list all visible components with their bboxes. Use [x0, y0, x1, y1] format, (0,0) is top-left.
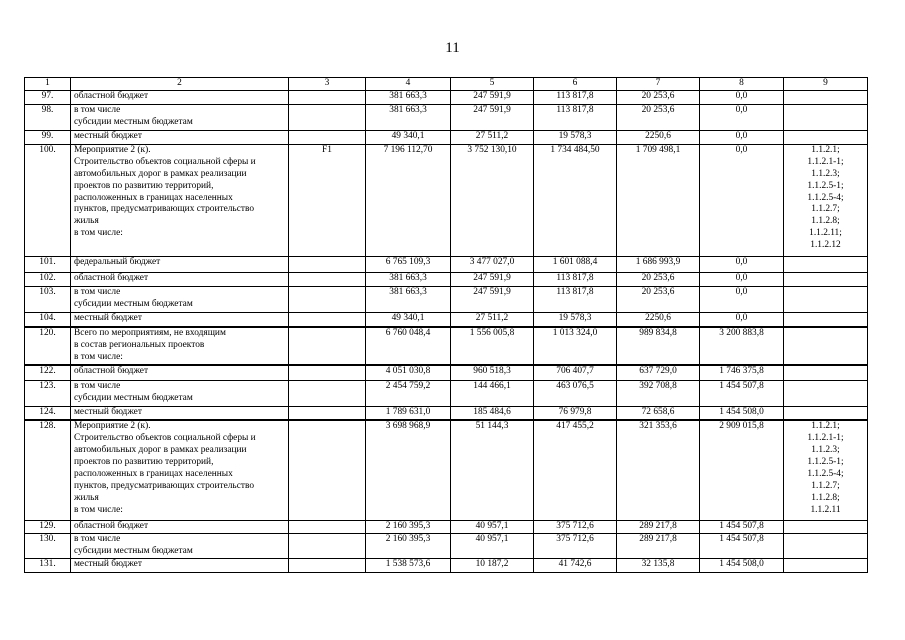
value-col8-cell: 0,0: [700, 256, 784, 272]
row-number-cell: 120.: [25, 327, 71, 365]
value-col6-cell: 113 817,8: [534, 272, 617, 286]
value-col5-cell: 960 518,3: [451, 365, 534, 380]
row-code-cell: [289, 533, 366, 558]
table-row: [25, 272, 868, 286]
value-col4-cell: 6 760 048,4: [366, 327, 451, 365]
value-col7-cell: 32 135,8: [617, 558, 700, 572]
value-col5-cell: 144 466,1: [451, 380, 534, 406]
header-cell: 5: [451, 78, 534, 91]
value-col6-cell: 1 601 088,4: [534, 256, 617, 272]
value-col8-cell: 3 200 883,8: [700, 327, 784, 365]
row-name-cell: областной бюджет: [71, 272, 289, 286]
references-cell: [784, 365, 868, 380]
row-code-cell: [289, 365, 366, 380]
table-row: [25, 144, 868, 256]
row-name-cell: федеральный бюджет: [71, 256, 289, 272]
row-code-cell: [289, 380, 366, 406]
header-cell: 1: [25, 78, 71, 91]
value-col4-cell: 381 663,3: [366, 272, 451, 286]
budget-table: [24, 77, 868, 573]
table-row: [25, 286, 868, 312]
value-col6-cell: 113 817,8: [534, 286, 617, 312]
table-row: [25, 380, 868, 406]
value-col4-cell: 7 196 112,70: [366, 144, 451, 256]
row-code-cell: [289, 406, 366, 420]
value-col4-cell: 6 765 109,3: [366, 256, 451, 272]
value-col7-cell: 289 217,8: [617, 533, 700, 558]
value-col7-cell: 2250,6: [617, 130, 700, 144]
value-col8-cell: 0,0: [700, 312, 784, 327]
row-number-cell: 99.: [25, 130, 71, 144]
value-col5-cell: 27 511,2: [451, 130, 534, 144]
references-cell: [784, 130, 868, 144]
value-col8-cell: 1 454 507,8: [700, 533, 784, 558]
row-code-cell: [289, 558, 366, 572]
value-col4-cell: 381 663,3: [366, 90, 451, 104]
value-col7-cell: 20 253,6: [617, 286, 700, 312]
value-col5-cell: 10 187,2: [451, 558, 534, 572]
value-col5-cell: 3 477 027,0: [451, 256, 534, 272]
references-cell: [784, 520, 868, 533]
row-name-cell: местный бюджет: [71, 312, 289, 327]
references-cell: [784, 286, 868, 312]
value-col6-cell: 375 712,6: [534, 533, 617, 558]
table-row: [25, 406, 868, 420]
row-code-cell: [289, 520, 366, 533]
value-col4-cell: 1 538 573,6: [366, 558, 451, 572]
table-row: [25, 533, 868, 558]
value-col8-cell: 0,0: [700, 144, 784, 256]
row-name-cell: в том числе субсидии местным бюджетам: [71, 533, 289, 558]
row-name-cell: областной бюджет: [71, 365, 289, 380]
value-col8-cell: 1 454 508,0: [700, 406, 784, 420]
value-col5-cell: 27 511,2: [451, 312, 534, 327]
references-cell: [784, 272, 868, 286]
row-number-cell: 104.: [25, 312, 71, 327]
row-number-cell: 129.: [25, 520, 71, 533]
value-col7-cell: 20 253,6: [617, 272, 700, 286]
table-row: [25, 256, 868, 272]
references-cell: [784, 380, 868, 406]
value-col7-cell: 989 834,8: [617, 327, 700, 365]
references-cell: [784, 558, 868, 572]
value-col4-cell: 2 160 395,3: [366, 533, 451, 558]
value-col4-cell: 2 160 395,3: [366, 520, 451, 533]
value-col5-cell: 247 591,9: [451, 104, 534, 130]
table-row: [25, 312, 868, 327]
value-col6-cell: 1 013 324,0: [534, 327, 617, 365]
header-cell: 9: [784, 78, 868, 91]
references-cell: [784, 256, 868, 272]
value-col7-cell: 637 729,0: [617, 365, 700, 380]
row-name-cell: в том числе субсидии местным бюджетам: [71, 104, 289, 130]
value-col8-cell: 2 909 015,8: [700, 420, 784, 520]
value-col4-cell: 49 340,1: [366, 312, 451, 327]
value-col8-cell: 1 454 507,8: [700, 380, 784, 406]
row-name-cell: местный бюджет: [71, 558, 289, 572]
value-col4-cell: 4 051 030,8: [366, 365, 451, 380]
value-col6-cell: 417 455,2: [534, 420, 617, 520]
value-col7-cell: 20 253,6: [617, 90, 700, 104]
row-code-cell: [289, 256, 366, 272]
header-cell: 4: [366, 78, 451, 91]
row-name-cell: местный бюджет: [71, 130, 289, 144]
value-col5-cell: 1 556 005,8: [451, 327, 534, 365]
value-col8-cell: 0,0: [700, 286, 784, 312]
row-number-cell: 124.: [25, 406, 71, 420]
value-col7-cell: 20 253,6: [617, 104, 700, 130]
row-code-cell: [289, 312, 366, 327]
row-code-cell: [289, 272, 366, 286]
value-col6-cell: 113 817,8: [534, 104, 617, 130]
value-col5-cell: 3 752 130,10: [451, 144, 534, 256]
value-col5-cell: 247 591,9: [451, 90, 534, 104]
table-row: [25, 327, 868, 365]
value-col7-cell: 1 686 993,9: [617, 256, 700, 272]
row-name-cell: областной бюджет: [71, 90, 289, 104]
value-col5-cell: 247 591,9: [451, 286, 534, 312]
row-number-cell: 130.: [25, 533, 71, 558]
value-col8-cell: 1 454 507,8: [700, 520, 784, 533]
row-number-cell: 98.: [25, 104, 71, 130]
table-row: [25, 558, 868, 572]
value-col7-cell: 2250,6: [617, 312, 700, 327]
value-col6-cell: 463 076,5: [534, 380, 617, 406]
value-col4-cell: 3 698 968,9: [366, 420, 451, 520]
references-cell: [784, 90, 868, 104]
table-row: [25, 90, 868, 104]
references-cell: [784, 406, 868, 420]
value-col7-cell: 72 658,6: [617, 406, 700, 420]
page-number: 11: [445, 40, 460, 56]
table-row: [25, 520, 868, 533]
row-number-cell: 102.: [25, 272, 71, 286]
row-code-cell: [289, 130, 366, 144]
header-cell: 6: [534, 78, 617, 91]
value-col6-cell: 1 734 484,50: [534, 144, 617, 256]
header-cell: 7: [617, 78, 700, 91]
row-code-cell: F1: [289, 144, 366, 256]
row-number-cell: 101.: [25, 256, 71, 272]
row-code-cell: [289, 327, 366, 365]
value-col4-cell: 2 454 759,2: [366, 380, 451, 406]
value-col8-cell: 1 746 375,8: [700, 365, 784, 380]
references-cell: 1.1.2.1; 1.1.2.1-1; 1.1.2.3; 1.1.2.5-1; 1.1.2.5-4; 1.1.2.7; 1.1.2.8; 1.1.2.11: [784, 420, 868, 520]
value-col8-cell: 1 454 508,0: [700, 558, 784, 572]
value-col5-cell: 51 144,3: [451, 420, 534, 520]
header-cell: 8: [700, 78, 784, 91]
value-col5-cell: 185 484,6: [451, 406, 534, 420]
value-col7-cell: 392 708,8: [617, 380, 700, 406]
row-number-cell: 123.: [25, 380, 71, 406]
references-cell: [784, 327, 868, 365]
value-col4-cell: 49 340,1: [366, 130, 451, 144]
row-name-cell: Мероприятие 2 (к). Строительство объектов социальной сферы и автомобильных дорог в рамках реализации проектов по развитию территорий, расположенных в границах населенных пунктов, предусматривающих строительство жилья в том числе:: [71, 420, 289, 520]
value-col7-cell: 321 353,6: [617, 420, 700, 520]
value-col8-cell: 0,0: [700, 104, 784, 130]
row-number-cell: 128.: [25, 420, 71, 520]
value-col6-cell: 19 578,3: [534, 312, 617, 327]
value-col6-cell: 375 712,6: [534, 520, 617, 533]
row-name-cell: в том числе субсидии местным бюджетам: [71, 380, 289, 406]
references-cell: [784, 104, 868, 130]
value-col6-cell: 706 407,7: [534, 365, 617, 380]
value-col8-cell: 0,0: [700, 90, 784, 104]
value-col7-cell: 289 217,8: [617, 520, 700, 533]
table-row: [25, 104, 868, 130]
value-col5-cell: 40 957,1: [451, 520, 534, 533]
table-row: [25, 420, 868, 520]
table-row: [25, 365, 868, 380]
references-cell: 1.1.2.1; 1.1.2.1-1; 1.1.2.3; 1.1.2.5-1; 1.1.2.5-4; 1.1.2.7; 1.1.2.8; 1.1.2.11; 1.1.2.12: [784, 144, 868, 256]
value-col5-cell: 247 591,9: [451, 272, 534, 286]
row-name-cell: областной бюджет: [71, 520, 289, 533]
row-code-cell: [289, 90, 366, 104]
value-col4-cell: 1 789 631,0: [366, 406, 451, 420]
header-row: [25, 78, 868, 91]
value-col8-cell: 0,0: [700, 130, 784, 144]
value-col4-cell: 381 663,3: [366, 104, 451, 130]
references-cell: [784, 312, 868, 327]
references-cell: [784, 533, 868, 558]
row-code-cell: [289, 420, 366, 520]
row-code-cell: [289, 286, 366, 312]
row-number-cell: 97.: [25, 90, 71, 104]
header-cell: 3: [289, 78, 366, 91]
row-name-cell: местный бюджет: [71, 406, 289, 420]
value-col6-cell: 76 979,8: [534, 406, 617, 420]
value-col7-cell: 1 709 498,1: [617, 144, 700, 256]
value-col6-cell: 41 742,6: [534, 558, 617, 572]
table-row: [25, 130, 868, 144]
header-cell: 2: [71, 78, 289, 91]
row-name-cell: Мероприятие 2 (к). Строительство объектов социальной сферы и автомобильных дорог в рамках реализации проектов по развитию территорий, расположенных в границах населенных пунктов, предусматривающих строительство жилья в том числе:: [71, 144, 289, 256]
row-number-cell: 131.: [25, 558, 71, 572]
value-col6-cell: 113 817,8: [534, 90, 617, 104]
row-code-cell: [289, 104, 366, 130]
row-number-cell: 100.: [25, 144, 71, 256]
value-col4-cell: 381 663,3: [366, 286, 451, 312]
value-col8-cell: 0,0: [700, 272, 784, 286]
row-number-cell: 103.: [25, 286, 71, 312]
row-name-cell: Всего по мероприятиям, не входящим в состав региональных проектов в том числе:: [71, 327, 289, 365]
row-name-cell: в том числе субсидии местным бюджетам: [71, 286, 289, 312]
value-col6-cell: 19 578,3: [534, 130, 617, 144]
row-number-cell: 122.: [25, 365, 71, 380]
value-col5-cell: 40 957,1: [451, 533, 534, 558]
